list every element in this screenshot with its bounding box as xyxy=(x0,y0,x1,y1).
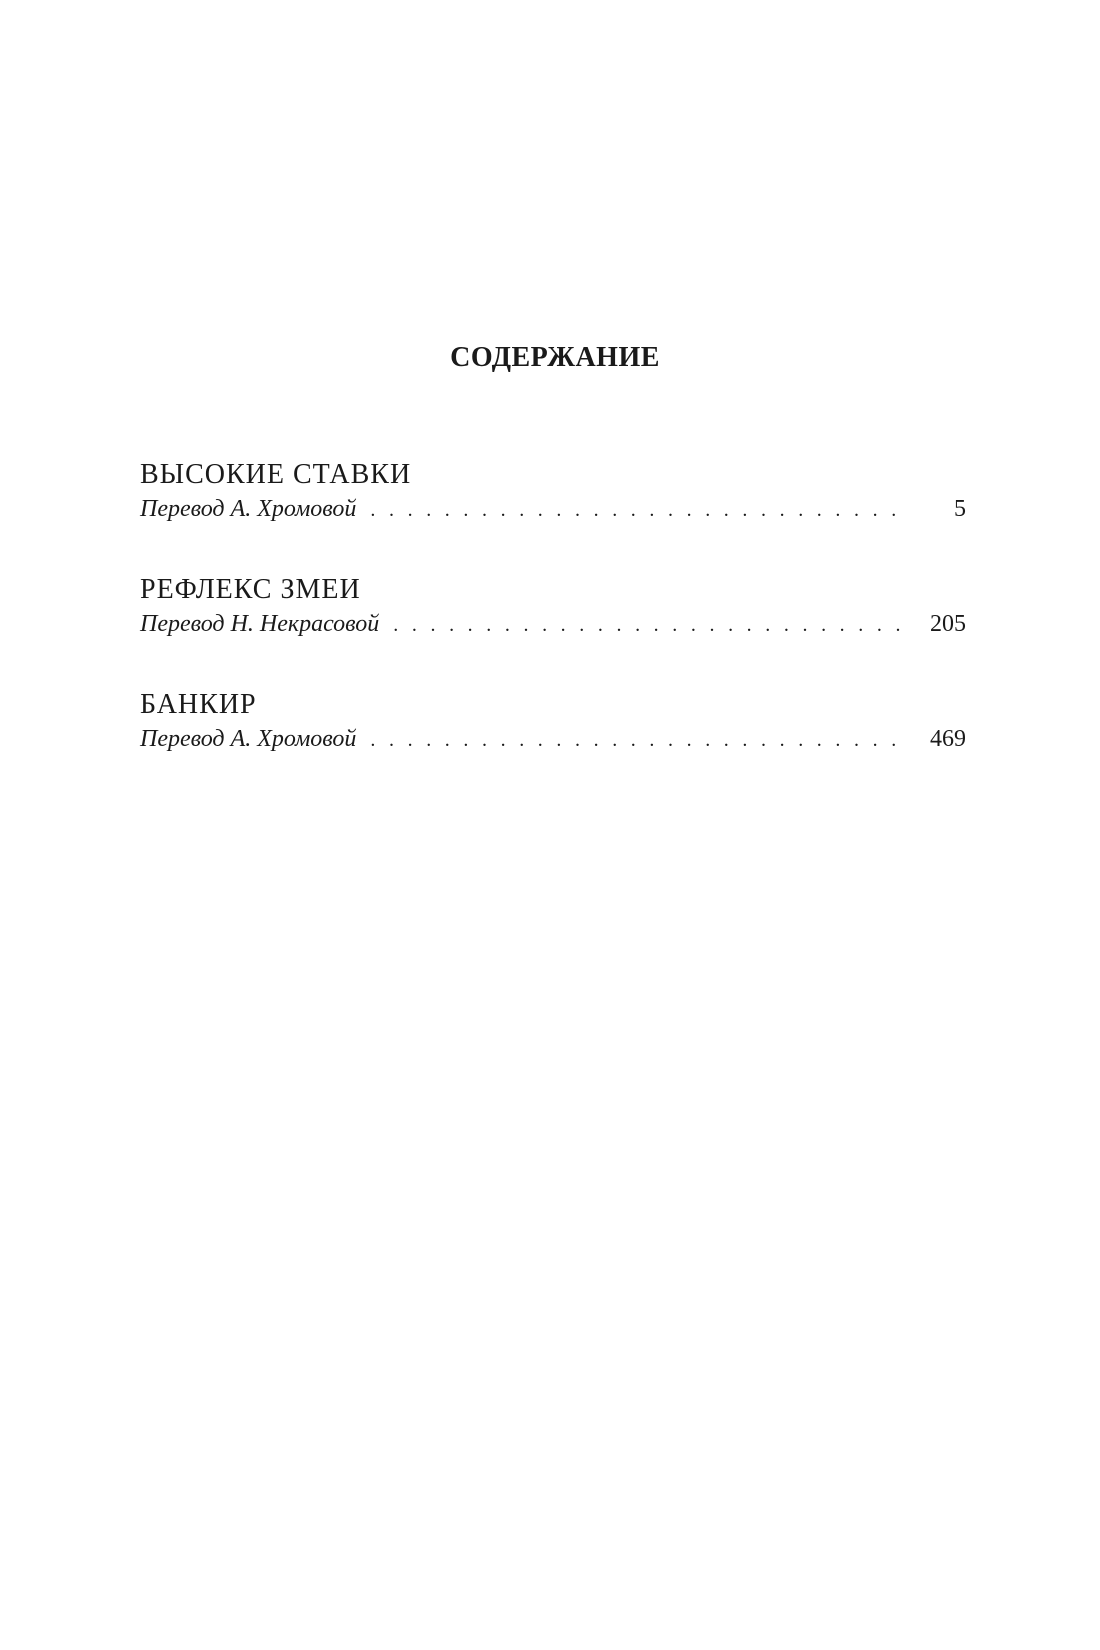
entry-line xyxy=(140,494,966,525)
toc-entry[interactable] xyxy=(140,575,966,640)
entry-title: БАНКИР xyxy=(140,689,257,720)
entry-translator: Перевод А. Хромовой xyxy=(140,496,357,522)
toc-list xyxy=(140,460,966,805)
entry-page-number: 205 xyxy=(930,611,966,637)
entry-translator: Перевод А. Хромовой xyxy=(140,726,357,752)
entry-line xyxy=(140,609,966,640)
entry-title: РЕФЛЕКС ЗМЕИ xyxy=(140,574,361,605)
toc-entry[interactable] xyxy=(140,690,966,755)
dot-leader xyxy=(370,495,910,525)
entry-page-number: 469 xyxy=(930,726,966,752)
dot-leader xyxy=(370,725,910,755)
entry-page-number: 5 xyxy=(954,496,966,522)
toc-heading: СОДЕРЖАНИЕ xyxy=(450,342,660,373)
entry-translator: Перевод Н. Некрасовой xyxy=(140,611,380,637)
dot-leader xyxy=(393,610,910,640)
toc-entry[interactable] xyxy=(140,460,966,525)
entry-title: ВЫСОКИЕ СТАВКИ xyxy=(140,459,412,490)
entry-line xyxy=(140,724,966,755)
